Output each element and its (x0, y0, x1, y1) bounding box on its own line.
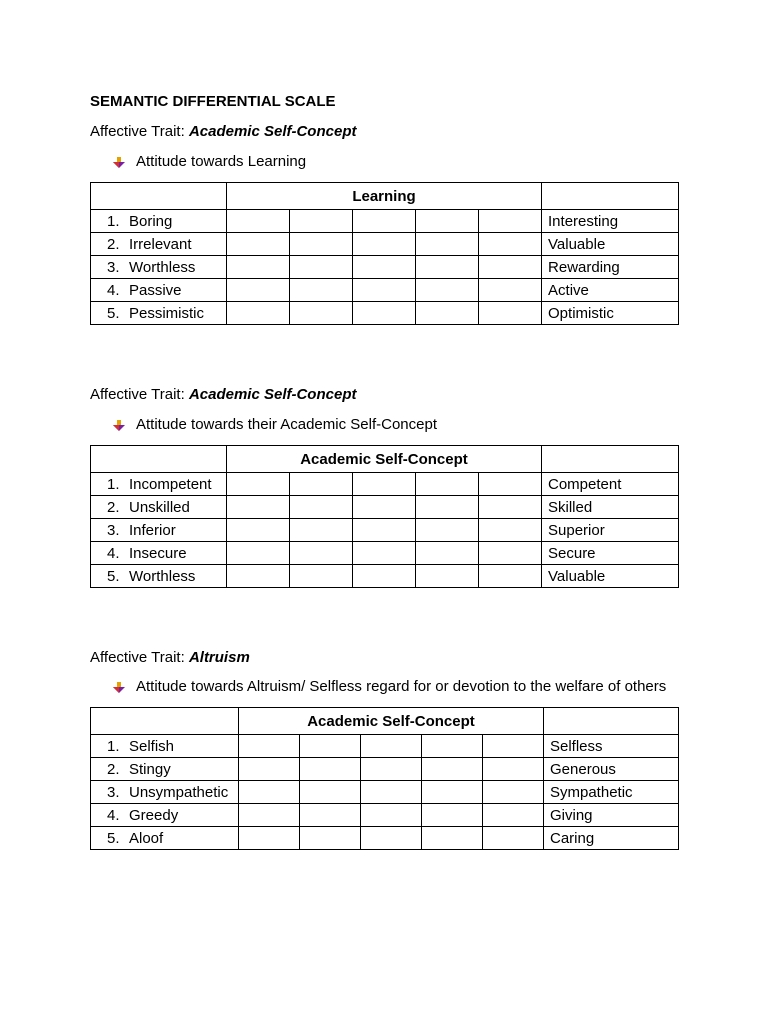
right-adjective: Optimistic (542, 302, 679, 325)
trait-prefix: Affective Trait: (90, 386, 185, 403)
right-adjective: Interesting (542, 210, 679, 233)
bullet-line-2 (112, 416, 437, 433)
scale-cell[interactable] (227, 542, 290, 565)
scale-cell[interactable] (483, 827, 544, 850)
scale-cell[interactable] (361, 827, 422, 850)
header-empty-cell (542, 183, 679, 210)
left-adjective: 1. Incompetent (91, 473, 227, 496)
scale-cell[interactable] (416, 473, 479, 496)
scale-table-3 (90, 707, 679, 850)
scale-cell[interactable] (290, 542, 353, 565)
down-arrow-bullet-icon (112, 155, 126, 169)
table-row (91, 256, 679, 279)
left-adjective: 5. Pessimistic (91, 302, 227, 325)
scale-cell[interactable] (479, 565, 542, 588)
scale-cell[interactable] (416, 233, 479, 256)
scale-cell[interactable] (422, 781, 483, 804)
scale-cell[interactable] (416, 210, 479, 233)
trait-line-2 (90, 386, 356, 403)
scale-cell[interactable] (353, 210, 416, 233)
left-adjective: 1. Selfish (91, 735, 239, 758)
trait-line-1 (90, 123, 356, 140)
table-row (91, 781, 679, 804)
scale-cell[interactable] (416, 542, 479, 565)
table-header-row (91, 708, 679, 735)
scale-cell[interactable] (300, 735, 361, 758)
left-adjective: 3. Worthless (91, 256, 227, 279)
scale-cell[interactable] (300, 804, 361, 827)
bullet-line-1 (112, 153, 306, 170)
scale-cell[interactable] (300, 827, 361, 850)
table-row (91, 758, 679, 781)
trait-name: Academic Self-Concept (188, 386, 357, 403)
right-adjective: Skilled (542, 496, 679, 519)
scale-cell[interactable] (227, 473, 290, 496)
scale-cell[interactable] (479, 279, 542, 302)
scale-cell[interactable] (290, 565, 353, 588)
scale-cell[interactable] (416, 256, 479, 279)
scale-cell[interactable] (479, 496, 542, 519)
scale-cell[interactable] (290, 519, 353, 542)
table-header: Learning (227, 183, 542, 210)
scale-table-2 (90, 445, 679, 588)
header-empty-cell (91, 446, 227, 473)
scale-cell[interactable] (361, 781, 422, 804)
left-adjective: 1. Boring (91, 210, 227, 233)
scale-cell[interactable] (416, 519, 479, 542)
table-row (91, 233, 679, 256)
scale-cell[interactable] (300, 758, 361, 781)
scale-cell[interactable] (416, 496, 479, 519)
scale-cell[interactable] (300, 781, 361, 804)
scale-cell[interactable] (416, 565, 479, 588)
table-header: Academic Self-Concept (227, 446, 542, 473)
header-empty-cell (544, 708, 679, 735)
table-row (91, 279, 679, 302)
table-row (91, 804, 679, 827)
scale-cell[interactable] (483, 804, 544, 827)
right-adjective: Valuable (542, 233, 679, 256)
scale-cell[interactable] (416, 279, 479, 302)
trait-prefix: Affective Trait: (90, 123, 185, 140)
document-title: SEMANTIC DIFFERENTIAL SCALE (90, 93, 336, 110)
scale-cell[interactable] (483, 735, 544, 758)
scale-cell[interactable] (479, 233, 542, 256)
right-adjective: Generous (544, 758, 679, 781)
right-adjective: Giving (544, 804, 679, 827)
scale-cell[interactable] (227, 565, 290, 588)
left-adjective: 4. Greedy (91, 804, 239, 827)
scale-cell[interactable] (479, 302, 542, 325)
scale-cell[interactable] (290, 496, 353, 519)
left-adjective: 5. Aloof (91, 827, 239, 850)
table-header-row (91, 183, 679, 210)
scale-cell[interactable] (290, 473, 353, 496)
right-adjective: Superior (542, 519, 679, 542)
scale-cell[interactable] (353, 233, 416, 256)
left-adjective: 3. Unsympathetic (91, 781, 239, 804)
trait-prefix: Affective Trait: (90, 649, 185, 666)
scale-cell[interactable] (227, 302, 290, 325)
scale-cell[interactable] (422, 735, 483, 758)
scale-cell[interactable] (227, 256, 290, 279)
scale-cell[interactable] (422, 758, 483, 781)
header-empty-cell (542, 446, 679, 473)
right-adjective: Valuable (542, 565, 679, 588)
right-adjective: Rewarding (542, 256, 679, 279)
scale-cell[interactable] (422, 804, 483, 827)
right-adjective: Secure (542, 542, 679, 565)
scale-cell[interactable] (239, 781, 300, 804)
table-row (91, 542, 679, 565)
scale-cell[interactable] (227, 279, 290, 302)
down-arrow-bullet-icon (112, 418, 126, 432)
trait-name: Academic Self-Concept (188, 123, 357, 140)
right-adjective: Selfless (544, 735, 679, 758)
scale-cell[interactable] (290, 279, 353, 302)
scale-cell[interactable] (353, 279, 416, 302)
bullet-text: Attitude towards Learning (136, 153, 307, 170)
table-row (91, 210, 679, 233)
scale-cell[interactable] (361, 735, 422, 758)
scale-cell[interactable] (239, 827, 300, 850)
scale-cell[interactable] (416, 302, 479, 325)
scale-cell[interactable] (239, 758, 300, 781)
table-row (91, 519, 679, 542)
left-adjective: 2. Stingy (91, 758, 239, 781)
trait-name: Altruism (188, 649, 250, 666)
table-row (91, 735, 679, 758)
table-header-row (91, 446, 679, 473)
scale-cell[interactable] (479, 256, 542, 279)
scale-cell[interactable] (239, 735, 300, 758)
right-adjective: Caring (544, 827, 679, 850)
scale-cell[interactable] (353, 302, 416, 325)
scale-cell[interactable] (479, 473, 542, 496)
scale-cell[interactable] (353, 496, 416, 519)
bullet-line-3 (112, 678, 666, 695)
scale-table-1 (90, 182, 679, 325)
bullet-text: Attitude towards Altruism/ Selfless regard for or devotion to the welfare of others (136, 678, 667, 695)
scale-cell[interactable] (353, 565, 416, 588)
table-row (91, 473, 679, 496)
trait-line-3 (90, 649, 250, 666)
left-adjective: 4. Passive (91, 279, 227, 302)
scale-cell[interactable] (422, 827, 483, 850)
header-empty-cell (91, 708, 239, 735)
scale-cell[interactable] (479, 542, 542, 565)
scale-cell[interactable] (353, 542, 416, 565)
scale-cell[interactable] (361, 758, 422, 781)
scale-cell[interactable] (227, 496, 290, 519)
scale-cell[interactable] (290, 302, 353, 325)
bullet-text: Attitude towards their Academic Self-Concept (136, 416, 437, 433)
scale-cell[interactable] (290, 256, 353, 279)
table-row (91, 827, 679, 850)
right-adjective: Competent (542, 473, 679, 496)
left-adjective: 4. Insecure (91, 542, 227, 565)
scale-cell[interactable] (361, 804, 422, 827)
scale-cell[interactable] (483, 781, 544, 804)
left-adjective: 3. Inferior (91, 519, 227, 542)
scale-cell[interactable] (239, 804, 300, 827)
right-adjective: Sympathetic (544, 781, 679, 804)
scale-cell[interactable] (227, 210, 290, 233)
scale-cell[interactable] (483, 758, 544, 781)
scale-cell[interactable] (353, 473, 416, 496)
left-adjective: 2. Irrelevant (91, 233, 227, 256)
scale-cell[interactable] (479, 210, 542, 233)
scale-cell[interactable] (290, 233, 353, 256)
right-adjective: Active (542, 279, 679, 302)
scale-cell[interactable] (290, 210, 353, 233)
header-empty-cell (91, 183, 227, 210)
scale-cell[interactable] (227, 519, 290, 542)
scale-cell[interactable] (353, 256, 416, 279)
down-arrow-bullet-icon (112, 680, 126, 694)
scale-cell[interactable] (227, 233, 290, 256)
table-row (91, 302, 679, 325)
scale-cell[interactable] (353, 519, 416, 542)
left-adjective: 2. Unskilled (91, 496, 227, 519)
left-adjective: 5. Worthless (91, 565, 227, 588)
table-header: Academic Self-Concept (239, 708, 544, 735)
table-row (91, 496, 679, 519)
scale-cell[interactable] (479, 519, 542, 542)
table-row (91, 565, 679, 588)
